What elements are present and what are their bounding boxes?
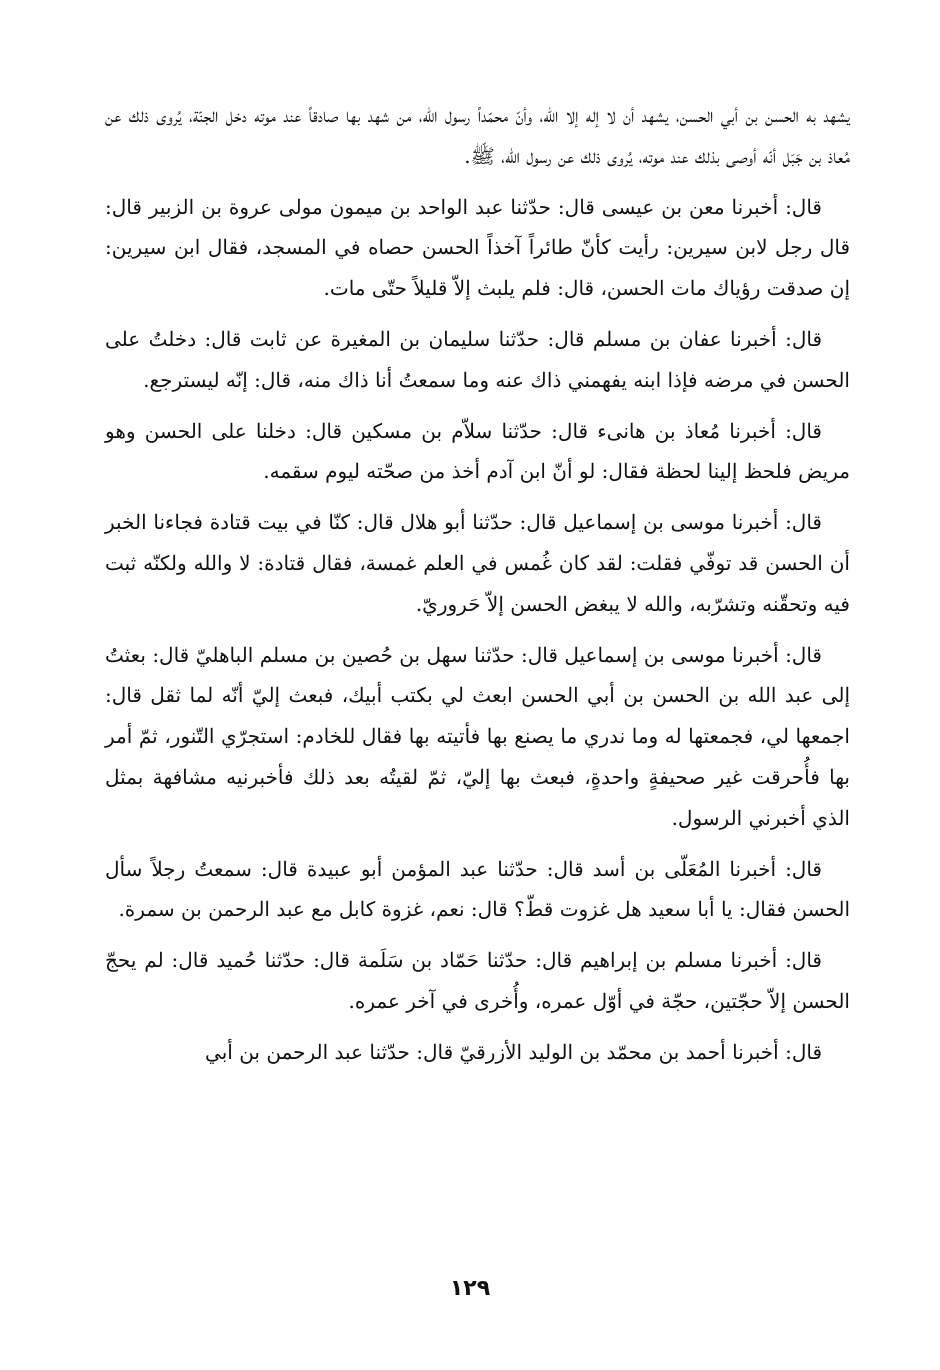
- paragraph-7: قال: أخبرنا المُعَلّى بن أسد قال: حدّثنا عبد المؤمن أبو عبيدة قال: سمعتُ رجلاً سأل الحسن فقال: يا أبا سعيد هل غزوت قطّ؟ قال: نعم، غزوة كابل مع عبد الرحمن بن سمرة.: [105, 856, 850, 922]
- paragraph-6: قال: أخبرنا موسى بن إسماعيل قال: حدّثنا سهل بن حُصين بن مسلم الباهليّ قال: بعثتُ إلى عبد الله بن الحسن بن أبي الحسن ابعث لي بكتب أبيك، فبعث إليّ أنّه لما ثقل قال: اجمعها لي، فجمعتها له وما ندري ما يصنع بها فأتيته بها فقال للخادم: استجرّي التّنور، ثمّ أمر بها فأُحرقت غير صحيفةٍ واحدةٍ، فبعث بها إليّ، ثمّ لقيتُه بعد ذلك فأخبرنيه مشافهة بمثل الذي أخبرني الرسول.: [105, 642, 850, 830]
- paragraph-5: قال: أخبرنا موسى بن إسماعيل قال: حدّثنا أبو هلال قال: كنّا في بيت قتادة فجاءنا الخبر أن الحسن قد توفّي فقلت: لقد كان غُمس في العلم غمسة، فقال قتادة: لا والله ولكنّه ثبت فيه وتحقّنه وتشرّبه، والله لا يبغض الحسن إلاّ حَروريّ.: [105, 510, 850, 616]
- paragraph-4: قال: أخبرنا مُعاذ بن هانىء قال: حدّثنا سلاّم بن مسكين قال: دخلنا على الحسن وهو مريض فلحظ إلينا لحظة فقال: لو أنّ ابن آدم أخذ من صحّته ليوم سقمه.: [105, 418, 850, 484]
- page-body-text: [105, 95, 850, 1073]
- page-number: ١٢٩: [449, 1276, 491, 1301]
- paragraph-8: قال: أخبرنا مسلم بن إبراهيم قال: حدّثنا حَمّاد بن سَلَمة قال: حدّثنا حُميد قال: لم يحجّ الحسن إلاّ حجّتين، حجّة في أوّل عمره، وأُخرى في آخر عمره.: [105, 948, 850, 1013]
- paragraph-2: قال: أخبرنا معن بن عيسى قال: حدّثنا عبد الواحد بن ميمون مولى عروة بن الزبير قال: قال رجل لابن سيرين: رأيت كأنّ طائراً آخذاً الحسن حصاه في المسجد، فقال ابن سيرين: إن صدقت رؤياك مات الحسن، قال: فلم يلبث إلاّ قليلاً حتّى مات.: [105, 194, 850, 301]
- paragraph-9: قال: أخبرنا أحمد بن محمّد بن الوليد الأزرقيّ قال: حدّثنا عبد الرحمن بن أبي: [205, 1039, 822, 1064]
- paragraph-3: قال: أخبرنا عفان بن مسلم قال: حدّثنا سليمان بن المغيرة عن ثابت قال: دخلتُ على الحسن في مرضه فإذا ابنه يفهمني ذاك عنه وما سمعتُ أنا ذاك منه، قال: إنّه ليسترجع.: [105, 326, 850, 392]
- paragraph-1: يشهد به الحسن بن أبي الحسن، يشهد أن لا إله إلا الله، وأنّ محمّداً رسول الله، من شهد بها صادقاً عند موته دخل الجنّة، يُروى ذلك عن مُعاذ بن جَبَل أنّه أوصى بذلك عند موته، يُروى ذلك عن رسول الله، ﷺ.: [105, 103, 850, 168]
